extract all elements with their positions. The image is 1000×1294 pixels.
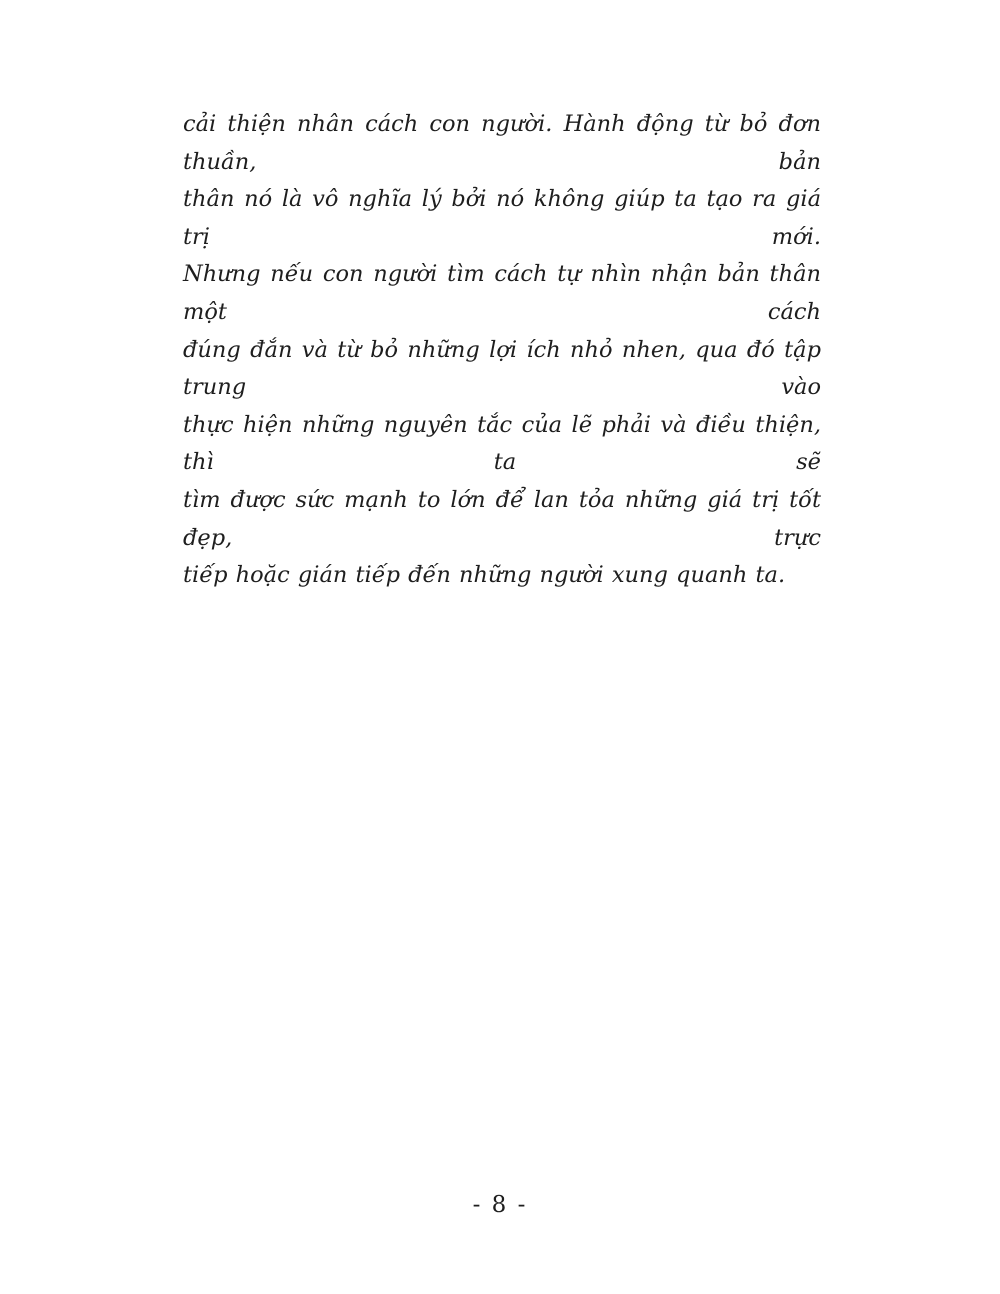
page-number: - 8 - [472, 1192, 528, 1218]
body-paragraph [183, 106, 821, 595]
paragraph-line: thân nó là vô nghĩa lý bởi nó không giúp ta tạo ra giá trị mới. [183, 186, 821, 250]
paragraph-line: thực hiện những nguyên tắc của lẽ phải và điều thiện, thì ta sẽ [183, 411, 821, 476]
paragraph-line: tiếp hoặc gián tiếp đến những người xung quanh ta. [183, 562, 786, 589]
paragraph-line: đúng đắn và từ bỏ những lợi ích nhỏ nhen, qua đó tập trung vào [183, 336, 821, 401]
paragraph-line: Nhưng nếu con người tìm cách tự nhìn nhận bản thân một cách [183, 261, 821, 325]
paragraph-line: cải thiện nhân cách con người. Hành động từ bỏ đơn thuần, bản [183, 111, 821, 175]
paragraph-line: tìm được sức mạnh to lớn để lan tỏa những giá trị tốt đẹp, trực [183, 486, 821, 551]
